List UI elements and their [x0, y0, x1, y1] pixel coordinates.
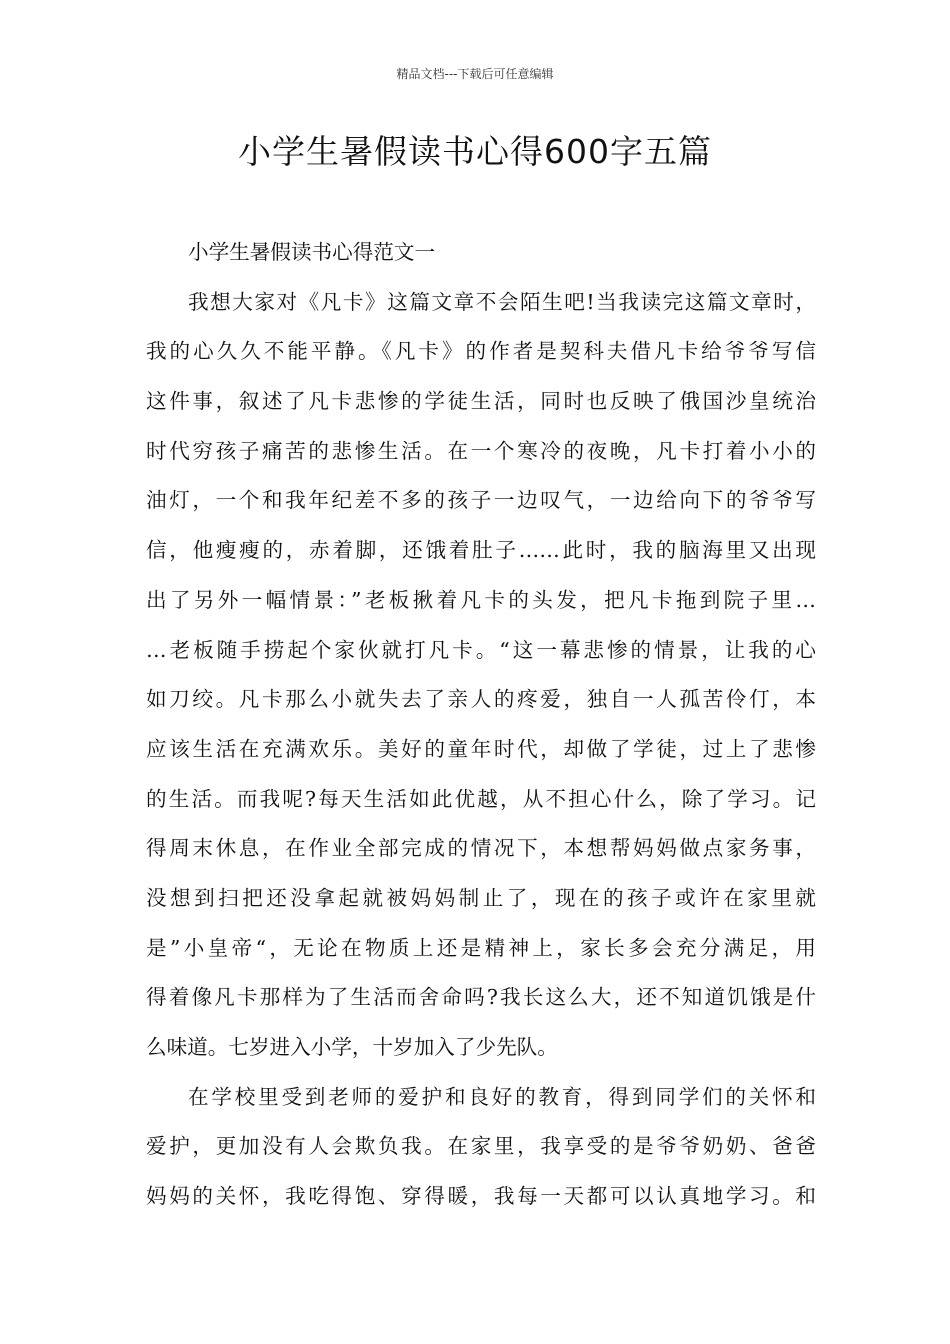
text-line: 出了另外一幅情景：”老板揪着凡卡的头发，把凡卡拖到院子里…: [146, 587, 816, 612]
page-title: 小学生暑假读书心得600字五篇: [238, 132, 712, 171]
text-line: 是”小皇帝“，无论在物质上还是精神上，家长多会充分满足，用: [146, 935, 816, 960]
text-line: 我的心久久不能平静。《凡卡》的作者是契科夫借凡卡给爷爷写信: [146, 339, 816, 364]
text-line: 信，他瘦瘦的，赤着脚，还饿着肚子……此时，我的脑海里又出现: [146, 538, 816, 563]
text-line: 妈妈的关怀，我吃得饱、穿得暖，我每一天都可以认真地学习。和: [146, 1184, 816, 1209]
text-line: 没想到扫把还没拿起就被妈妈制止了，现在的孩子或许在家里就: [146, 885, 816, 910]
text-line: 的生活。而我呢?每天生活如此优越，从不担心什么，除了学习。记: [146, 786, 816, 811]
text-line: 油灯，一个和我年纪差不多的孩子一边叹气，一边给向下的爷爷写: [146, 488, 816, 513]
article-body: [146, 228, 816, 1222]
text-line: 时代穷孩子痛苦的悲惨生活。在一个寒冷的夜晚，凡卡打着小小的: [146, 438, 816, 463]
text-line: 我想大家对《凡卡》这篇文章不会陌生吧!当我读完这篇文章时，: [188, 289, 816, 314]
text-line: 么味道。七岁进入小学，十岁加入了少先队。: [146, 1035, 558, 1059]
header-note: 精品文档---下载后可任意编辑: [396, 67, 554, 81]
text-line: 应该生活在充满欢乐。美好的童年时代，却做了学徒，过上了悲惨: [146, 736, 816, 761]
text-line: 这件事，叙述了凡卡悲惨的学徒生活，同时也反映了俄国沙皇统治: [146, 389, 816, 414]
text-line: 得着像凡卡那样为了生活而舍命吗?我长这么大，还不知道饥饿是什: [146, 985, 816, 1010]
text-line: 爱护，更加没有人会欺负我。在家里，我享受的是爷爷奶奶、爸爸: [146, 1134, 816, 1159]
text-line: 小学生暑假读书心得范文一: [188, 240, 436, 264]
text-line: 得周末休息，在作业全部完成的情况下，本想帮妈妈做点家务事，: [146, 836, 816, 861]
text-line: 如刀绞。凡卡那么小就失去了亲人的疼爱，独自一人孤苦伶仃，本: [146, 687, 816, 712]
text-line: 在学校里受到老师的爱护和良好的教育，得到同学们的关怀和: [188, 1084, 816, 1109]
text-line: …老板随手捞起个家伙就打凡卡。“这一幕悲惨的情景，让我的心: [146, 637, 816, 662]
